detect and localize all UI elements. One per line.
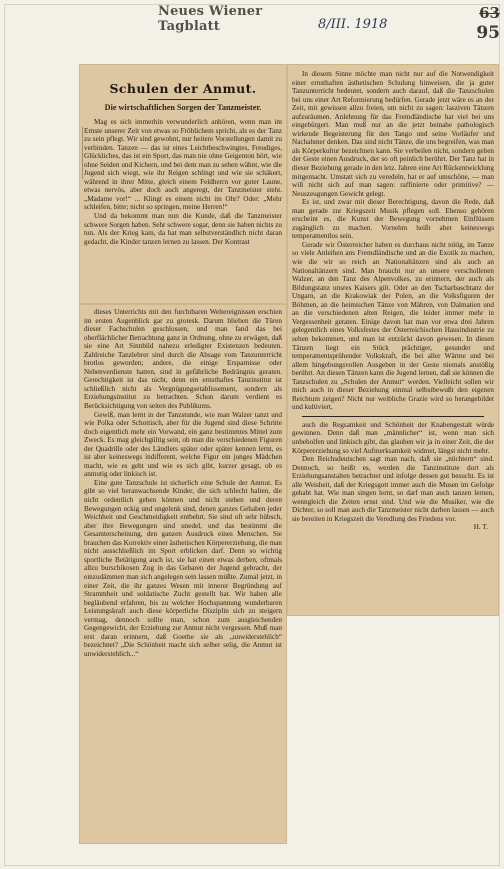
paragraph: Mag es sich immerhin verwunderlich anhören, wenn man im Ernste unserer Zeit von etwas so Fröhlichem spricht, als es der Tanz zu sein pflegt. Wir sind gewohnt, nur heitere Vorstellungen damit zu verbinden. Tanzen — das ist eines Leichtbeschwingtes, Freudiges, Glückliches, das ist ein Sport, das man nie ohne Geigenton hört, wie ohne Seiden und Kichern, und bei dem man zu sehen wähnt, wie die Jugend sich wiegt, wie ihr Reigen schlingt und wie sie schäkert, während in ihrer Mitte, gleich einem Feldherrn vor guter Laune, etwas nervös, aber doch auch angeregt, der Tanzmeister steht. „Madame vor!“ ... Klingt es einem nicht im Ohr? Oder: „Mehr schleifen, bitte; nicht so springen, meine Herren!“ [84, 118, 282, 212]
page-number: 95 [476, 23, 500, 43]
column-text-left [79, 304, 287, 658]
paragraph: Eine gute Tanzschule ist sicherlich eine Schule der Anmut. Es gibt so viel heranwachsende Kinder, die sich schlecht halten, die nicht ordentlich gehen können und nicht stehen und deren Bewegungen eckig und ungelenk sind, denen ganzes Gehaben jeder Weichheit und Geschmeidigkeit entbehrt. Sie sind oft sehr hübsch, aber ihre Bewegungen sind unedel, und das bestimmt die Gesamterscheinung, den ganzen Ausdruck eines Menschen. Sie brauchen das Korrektiv einer ästhetischen Körpererziehung, die man nicht ausschließlich im Sport erblicken darf. Denn so wichtig sportliche Betätigung auch ist, sie hat einen etwas derben, oftmals allzu burschikosen Zug in das Gebaren der Jugend gebracht, der einzudämmen man sich angelegen sein lassen müßte. Zumal jetzt, in einer Zeit, die ihr ganzes Wesen mit innerer Begründung auf Strammheit und soldatische Zucht gestellt hat. Wir haben alle begläubend erfahren, bis zu welcher Hochspannung wunderbaren Leistungskraft auch diese körperliche Disziplin sich zu steigern vermag, dennoch sollte man, schon zum ausgleichenden Gegengewicht, der Erziehung zur Anmut nicht vergessen. Muß man erst daran erinnern, daß Goethe sie als „unwiderstehlich“ bezeichnet? „Die Schönheit macht sich selber selig, die Anmut ist unwiderstehlich...“ [84, 478, 282, 658]
paragraph: Den Reichsdeutschen sagt man nach, daß sie „nüchtern“ sind. Dennoch, so heißt es, werden die Tanzinstitute dort als Erziehungsanstalten betrachtet und infolge dessen gut besucht. Es ist alle Weisheit, daß der Kriegsgott immer auch die Musen im Gefolge gehabt hat. Wie man singen lernt, so darf man auch tanzen lernen, wenngleich die Zeiten ernst sind. Und wie die Musiker, wie die Dichter, so soll man auch die Tanzmeister nicht darben lassen — auch sie bereiten in Kriegszeit die Veredlung des Friedens vor. [292, 455, 494, 523]
paragraph: Es ist, und zwar mit dieser Berechtigung, davon die Rede, daß man gerade zur Kriegszeit Musik pflegen soll. Ebenso gehören erscheint es, die Kunst der Bewegung vornehmen Einflüssen zugänglich zu machen. Vornehm heißt aber keineswegs temperamentlos sein. [292, 198, 494, 241]
title-rule [148, 99, 218, 100]
paragraph: dieses Unterrichts mit den furchtbaren Weltereignissen erschien im ersten Augenblick gar zu grotesk. Darum blieben die Türen dieser Fachschulen geschlossen, und man fand das bei oberflächlicher Betrachtung ganz in Ordnung, ohne zu erwägen, daß sie eine Art Sinnbild nahezu erledigter Existenzen bedeuten. Zahlreiche Tanzlehrer sind durch die Absage vom Tanzunterricht brotlos geworden; andere, die einige Ersparnisse oder Nebenverdienste hatten, sind in gefährliche Bedrängnis geraten. Gerechtigkeit ist das nicht, denn ein ernsthaftes Tanzinstitut ist schließlich nicht als Vergnügungsetablissement, sondern als Erziehungsinstitut zu betrachten. Schon darum verdient es Berücksichtigung von seiten des Publikums. [84, 308, 282, 411]
pencil-mark [82, 127, 86, 179]
paragraph: In diesem Sinne möchte man nicht nur auf die Notwendigkeit einer ernsthaften ästhetischen Schulung hinweisen, die ja guter Tanzunterricht bedeutet, sondern auch darauf, daß die Tanzschulen bei uns einer Art Reformierung bedürfen. Gerade jetzt wäre es an der Zeit, mit gewissen allzu freien, um nicht zu sagen: lasziven Tänzen aufzuräumen. Anlehnung für das Fremdländische hat viel bei uns eingebürgert. Man muß nur an die jetzt beinahe pathologisch wirkende Begeisterung für den Tango und seine Vorläufer und Nachahmer denken. Das sind nicht Tänze, die uns begreifen, was man als Körperkultur bezeichnen kann. Sie verbeilen nicht, sondern geben der Geste einen Ausdruck, der so oft peinlich berührt. Der Tanz hat in dieser Beziehung gerade in den letz. Jahren eine Art Rückentwicklung mitgemacht. Umstatt sich zu veredeln, hat er auf umschöne, — man will nicht sich auf man sagen: raffinierte oder primitive? — Neuszeugungen Gewicht gelegt. [292, 70, 494, 198]
article-title: Schulen der Anmut. [109, 81, 257, 96]
paragraph: Gerade wir Österreicher haben es durchaus nicht nötig, im Tanze so viele Anleihen ans Fremdländische und an die Exotik zu machen, wie die wir so reich an Nationaltänzen sind als auch an Nationaltänzern sind. Man braucht nur an unsere verschollenen Walzer, an den Tanz des Alpenvolkes, zu erinnern, der auch als Bildungstanz unsres Kaisers gilt. Oder an den Tscharbaschtanz der Ungarn, an die Krakowiak der Polen, an die Volksfiguren der Böhmen, an die heimischen Tänze von Mähren, von Dalmatien und an die verschiedenen alten Reigen, die leider immer mehr in Vergessenheit geraten. Einige davon hat man vor etwa drei Jahren gelegentlich eines Volksfestes der Österreichischen Hausindustrie zu sehen bekommen, und man ist entzückt davon gewesen. In diesen Tänzen liegt ein Stück prächtiger, gesunder und temperamentsprühender Volkskraft, die bei aller Wärme und bei allem hingebungsvollen Ausgeben in der Geste niemals anstößig berührt. An diesen Tänzen kann die Jugend lernen, daß sie können die Tanzschulen zu „Schulen der Anmut“ werden. Vielleicht sollen wir mich auch in dieser Beziehung einmal selbstbewußt den eigenen Reichtum zeigen? Nicht nur weibliche Grazie wird so herangebildet und kultiviert, [292, 240, 494, 412]
clipping-left-top [79, 64, 287, 304]
column-text-right [287, 64, 499, 532]
page-number-struck: 63 [479, 4, 500, 22]
newspaper-name: Neues Wiener Tagblatt [158, 4, 263, 34]
paragraph: auch die Regsamkeit und Schönheit der Knabengestalt würde gewinnen. Denn daß man „männlicher“ ist, wenn man sich unbeholfen und linkisch gibt, das glauben wir ja in einer Zeit, die der Körpererziehung so viel Aufmerksamkeit widmet, längst nicht mehr. [292, 420, 494, 455]
intro-text [79, 116, 287, 246]
handwritten-date: 8/III. 1918 [318, 17, 388, 32]
author-signature: H. T. [473, 523, 488, 532]
clipping-right [287, 64, 499, 616]
paragraph: Und da bekommt man nun die Kunde, daß die Tanzmeister schwere Sorgen haben. Sehr schwere sogar, denn sie haben nichts zu tun. Als der Krieg kam, da hat man selbstverständlich nicht daran gedacht, die Kinder tanzen lernen zu lassen. Der Kontrast [84, 212, 282, 246]
clipping-left-bottom [79, 304, 287, 844]
column-divider [302, 416, 484, 417]
article-subtitle: Die wirtschaftlichen Sorgen der Tanzmeister. [104, 103, 262, 112]
paragraph: Gewiß, man lernt in der Tanzstunde, wie man Walzer tanzt und wie Polka oder Schottisch, aber für die Jugend sind diese Schritte doch eigentlich mehr ein Vorwand, ein ganz bestimmtes Mittel zum Zweck. Es mag gleichgültig sein, ob man die verschiedenen Figuren der Quadrille oder des Ländlers später oder später kennen lernt, es ist aber keineswegs indifferent, welche Figur ein junges Mädchen macht, wie es geht und wie es sich gibt, kurzer gesagt, ob es anmutig oder linkisch ist. [84, 410, 282, 479]
